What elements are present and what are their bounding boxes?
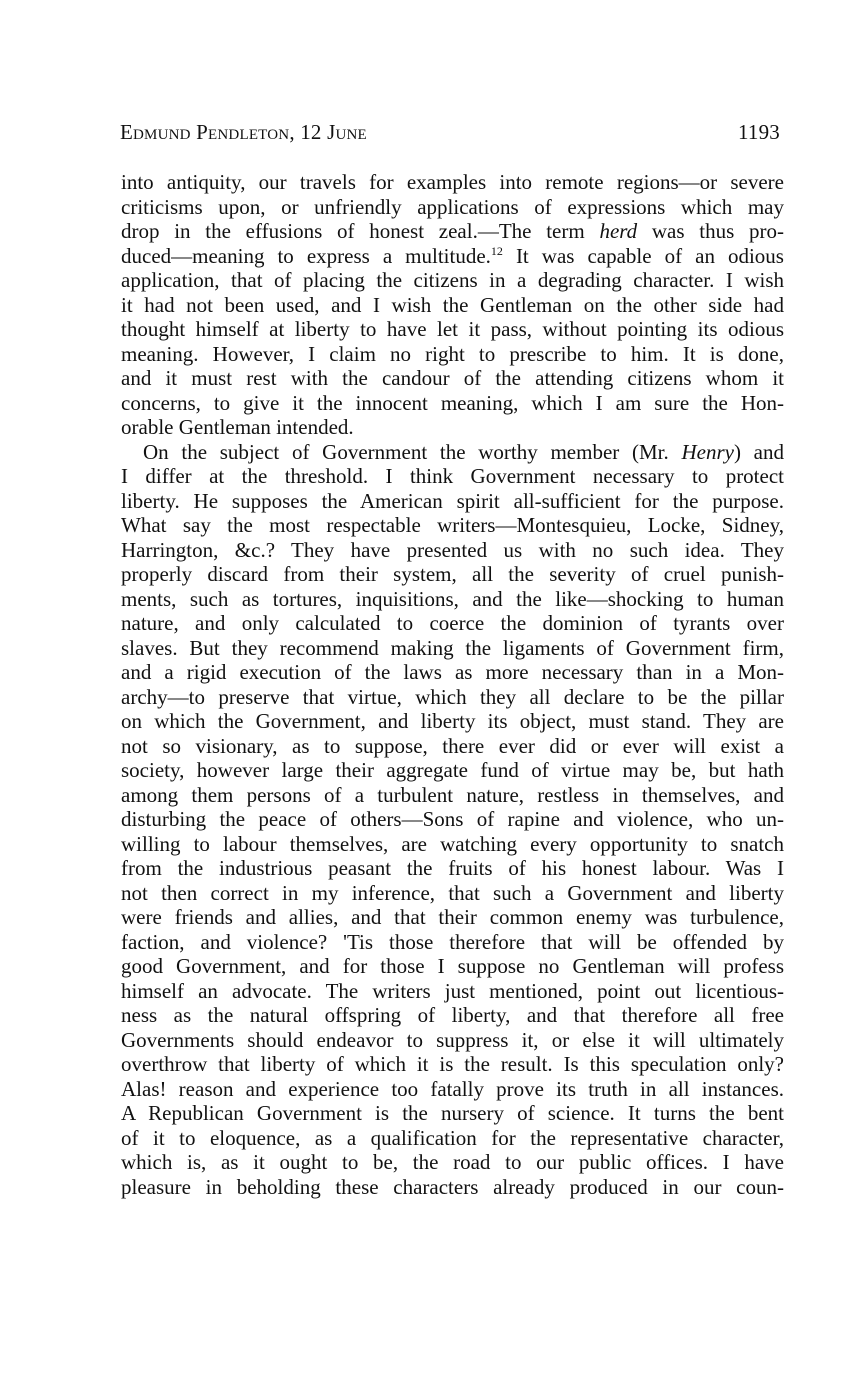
- text-line: disturbing the peace of others—Sons of rapine and violence, who un-: [121, 807, 784, 831]
- text-line: properly discard from their system, all the severity of cruel punish-: [121, 562, 784, 586]
- text-line: it had not been used, and I wish the Gentleman on the other side had: [121, 292, 784, 317]
- text-line: on which the Government, and liberty its object, must stand. They are: [121, 709, 784, 733]
- text-line: Governments should endeavor to suppress it, or else it will ultimately: [121, 1027, 784, 1052]
- text-line: On the subject of Government the worthy member (Mr. Henry) and: [143, 439, 784, 464]
- text-line: not then correct in my inference, that such a Government and liberty: [121, 880, 784, 905]
- page-number: 1193: [737, 120, 780, 144]
- running-title: Edmund Pendleton, 12 June: [120, 120, 367, 144]
- text-line: Harrington, &c.? They have presented us with no such idea. They: [121, 537, 784, 562]
- text-line: among them persons of a turbulent nature, restless in themselves, and: [121, 782, 784, 807]
- text-line: I differ at the threshold. I think Government necessary to protect: [121, 464, 784, 488]
- running-head: [120, 120, 780, 150]
- text-line: society, however large their aggregate fund of virtue may be, but hath: [121, 758, 784, 782]
- text-line: ments, such as tortures, inquisitions, and the like—shocking to human: [121, 586, 784, 611]
- text-line: criticisms upon, or unfriendly applications of expressions which may: [121, 194, 784, 219]
- text-line: were friends and allies, and that their common enemy was turbulence,: [121, 905, 784, 929]
- text-line: into antiquity, our travels for examples into remote regions—or severe: [121, 170, 784, 194]
- text-line: of it to eloquence, as a qualification for the representative character,: [121, 1125, 784, 1150]
- text-line: orable Gentleman intended.: [121, 415, 354, 439]
- paragraph: [121, 440, 784, 1200]
- text-line: himself an advocate. The writers just mentioned, point out licentious-: [121, 978, 784, 1003]
- text-line: faction, and violence? 'Tis those therefore that will be offended by: [121, 929, 784, 954]
- text-line: application, that of placing the citizens in a degrading character. I wish: [121, 268, 784, 292]
- text-line: thought himself at liberty to have let it pass, without pointing its odious: [121, 317, 784, 341]
- text-line: concerns, to give it the innocent meaning, which I am sure the Hon-: [121, 390, 784, 415]
- italic-term: herd: [599, 219, 638, 243]
- text-line: nature, and only calculated to coerce the dominion of tyrants over: [121, 611, 784, 635]
- text-line: not so visionary, as to suppose, there ever did or ever will exist a: [121, 733, 784, 758]
- paragraph: [121, 170, 784, 440]
- text-line: A Republican Government is the nursery of science. It turns the bent: [121, 1101, 784, 1125]
- text-line: willing to labour themselves, are watching every opportunity to snatch: [121, 831, 784, 856]
- text-line: Alas! reason and experience too fatally prove its truth in all instances.: [121, 1076, 784, 1101]
- text-line: meaning. However, I claim no right to prescribe to him. It is done,: [121, 341, 784, 366]
- text-line: which is, as it ought to be, the road to our public offices. I have: [121, 1150, 784, 1174]
- footnote-ref: 12: [490, 243, 503, 258]
- text-line: and a rigid execution of the laws as more necessary than in a Mon-: [121, 660, 784, 684]
- text-line: slaves. But they recommend making the ligaments of Government firm,: [121, 635, 784, 660]
- text-line: ness as the natural offspring of liberty, and that therefore all free: [121, 1003, 784, 1027]
- text-line: good Government, and for those I suppose no Gentleman will profess: [121, 954, 784, 978]
- text-line: pleasure in beholding these characters already produced in our coun-: [121, 1174, 784, 1199]
- text-line: archy—to preserve that virtue, which they all declare to be the pillar: [121, 684, 784, 709]
- italic-term: Henry: [681, 439, 734, 464]
- text-line: and it must rest with the candour of the attending citizens whom it: [121, 366, 784, 390]
- body-text: [121, 170, 784, 1199]
- text-line: What say the most respectable writers—Montesquieu, Locke, Sidney,: [121, 513, 784, 537]
- text-line: from the industrious peasant the fruits of his honest labour. Was I: [121, 856, 784, 880]
- text-line: drop in the effusions of honest zeal.—The term herd was thus pro-: [121, 219, 784, 243]
- text-line: liberty. He supposes the American spirit all-sufficient for the purpose.: [121, 488, 784, 513]
- text-line: duced—meaning to express a multitude.$^{12}$ It was capable of an odious: [121, 243, 784, 268]
- text-line: overthrow that liberty of which it is the result. Is this speculation only?: [121, 1052, 784, 1076]
